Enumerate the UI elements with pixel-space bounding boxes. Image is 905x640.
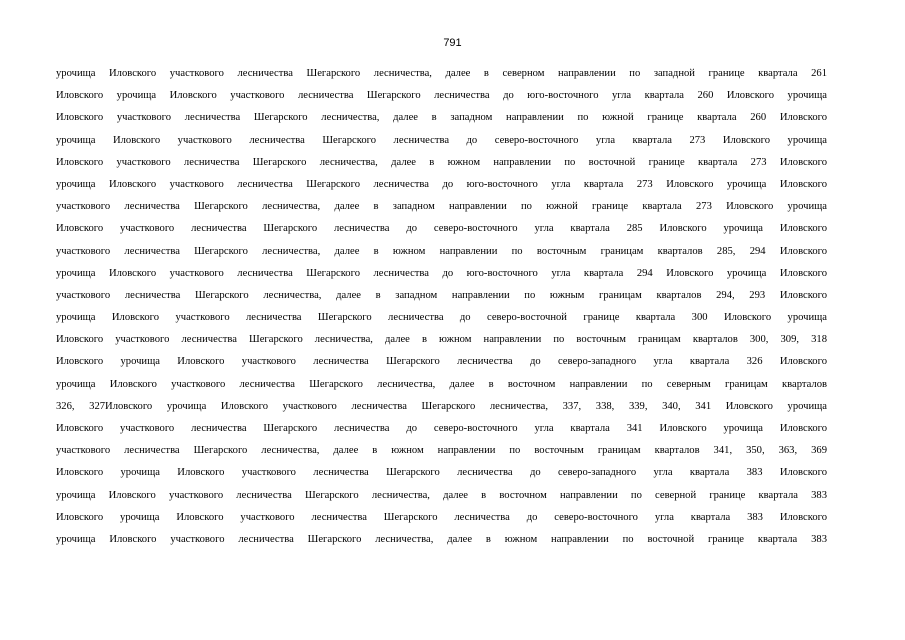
text-line: урочища Иловского участкового лесничества Шегарского лесничества, далее в северном направлении по западной границе квартала 261 — [56, 68, 827, 79]
page-number: 791 — [443, 37, 462, 49]
text-line: урочища Иловского участкового лесничества Шегарского лесничества, далее в восточном направлении по северной границе квартала 383 — [56, 489, 827, 501]
text-line: урочища Иловского участкового лесничества Шегарского лесничества, далее в восточном направлении по северным границам кварталов — [56, 378, 827, 390]
text-line: Иловского урочища Иловского участкового лесничества Шегарского лесничества до северо-восточного угла квартала 383 Иловского — [56, 511, 827, 523]
text-line: участкового лесничества Шегарского лесничества, далее в западном направлении по южным границам кварталов 294, 293 Иловского — [56, 289, 827, 301]
text-line: Иловского урочища Иловского участкового лесничества Шегарского лесничества до северо-западного угла квартала 383 Иловского — [56, 467, 827, 479]
text-line: урочища Иловского участкового лесничества Шегарского лесничества до юго-восточного угла квартала 273 Иловского урочища Иловского — [56, 178, 827, 190]
text-line: урочища Иловского участкового лесничества Шегарского лесничества до юго-восточного угла квартала 294 Иловского урочища Иловского — [56, 267, 827, 279]
text-line: урочища Иловского участкового лесничества Шегарского лесничества до северо-восточного угла квартала 273 Иловского урочища — [56, 134, 827, 146]
text-line: Иловского участкового лесничества Шегарского лесничества, далее в южном направлении по восточной границе квартала 273 Иловского — [56, 156, 827, 168]
text-line: Иловского урочища Иловского участкового лесничества Шегарского лесничества до юго-восточного угла квартала 260 Иловского урочища — [56, 90, 827, 102]
text-line: участкового лесничества Шегарского лесничества, далее в южном направлении по восточным границам кварталов 341, 350, 363, 369 — [56, 445, 827, 457]
text-line: участкового лесничества Шегарского лесничества, далее в южном направлении по восточным границам кварталов 285, 294 Иловского — [56, 245, 827, 257]
text-line: 326, 327Иловского урочища Иловского участкового лесничества Шегарского лесничества, 337, 338, 339, 340, 341 Иловского урочища — [56, 400, 827, 412]
text-line: Иловского участкового лесничества Шегарского лесничества, далее в южном направлении по восточным границам кварталов 300, 309, 318 — [56, 334, 827, 346]
text-line: урочища Иловского участкового лесничества Шегарского лесничества до северо-восточной границе квартала 300 Иловского урочища — [56, 312, 827, 324]
text-line: Иловского урочища Иловского участкового лесничества Шегарского лесничества до северо-западного угла квартала 326 Иловского — [56, 356, 827, 368]
text-line: Иловского участкового лесничества Шегарского лесничества до северо-восточного угла квартала 285 Иловского урочища Иловского — [56, 223, 827, 235]
text-line: Иловского участкового лесничества Шегарского лесничества до северо-восточного угла квартала 341 Иловского урочища Иловского — [56, 423, 827, 434]
text-line: урочища Иловского участкового лесничества Шегарского лесничества, далее в южном направлении по восточной границе квартала 383 — [56, 533, 827, 545]
document-body — [56, 66, 827, 554]
text-line: участкового лесничества Шегарского лесничества, далее в западном направлении по южной границе квартала 273 Иловского урочища — [56, 201, 827, 213]
text-line: Иловского участкового лесничества Шегарского лесничества, далее в западном направлении по южной границе квартала 260 Иловского — [56, 112, 827, 124]
